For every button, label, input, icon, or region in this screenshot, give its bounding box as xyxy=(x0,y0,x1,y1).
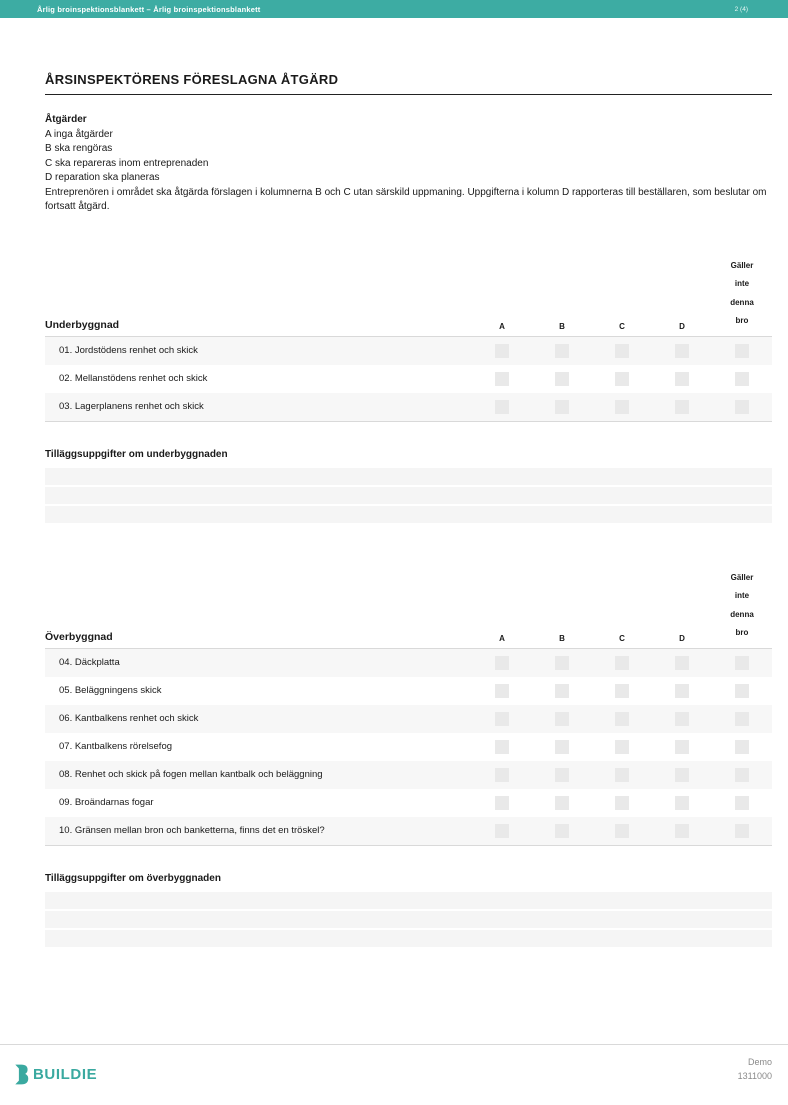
row-label: 09. Broändarnas fogar xyxy=(59,797,154,808)
row-label: 04. Däckplatta xyxy=(59,657,120,668)
checkbox-d[interactable] xyxy=(675,768,689,782)
checkbox-a[interactable] xyxy=(495,768,509,782)
checkbox-d[interactable] xyxy=(675,372,689,386)
checkbox-not-applicable[interactable] xyxy=(735,344,749,358)
atgarder-note: Entreprenören i området ska åtgärda förslagen i kolumnerna B och C utan särskild uppmaning. Uppgifterna i kolumn D rapporteras till beställaren, som beslutar om fortsatt åtgärd. xyxy=(45,186,767,212)
row-label: 06. Kantbalkens renhet och skick xyxy=(59,713,199,724)
page-footer xyxy=(0,1044,788,1085)
checkbox-d[interactable] xyxy=(675,796,689,810)
column-header-c: C xyxy=(619,633,625,643)
checkbox-a[interactable] xyxy=(495,400,509,414)
checkbox-d[interactable] xyxy=(675,400,689,414)
table-body-overbyggnad xyxy=(45,649,772,846)
column-header-b: B xyxy=(559,633,565,643)
table-row xyxy=(45,677,772,705)
checkbox-c[interactable] xyxy=(615,796,629,810)
extra-info-input-line[interactable] xyxy=(45,468,772,485)
checkbox-b[interactable] xyxy=(555,796,569,810)
row-label: 03. Lagerplanens renhet och skick xyxy=(59,401,204,412)
checkbox-a[interactable] xyxy=(495,344,509,358)
table-row xyxy=(45,761,772,789)
checkbox-c[interactable] xyxy=(615,740,629,754)
checkbox-not-applicable[interactable] xyxy=(735,712,749,726)
footer-meta xyxy=(738,1056,772,1083)
checkbox-not-applicable[interactable] xyxy=(735,684,749,698)
checkbox-a[interactable] xyxy=(495,372,509,386)
checkbox-a[interactable] xyxy=(495,824,509,838)
checkbox-c[interactable] xyxy=(615,824,629,838)
section-title: ÅRSINSPEKTÖRENS FÖRESLAGNA ÅTGÄRD xyxy=(45,72,772,95)
extra-info-input-line[interactable] xyxy=(45,930,772,947)
checkbox-c[interactable] xyxy=(615,684,629,698)
checkbox-d[interactable] xyxy=(675,656,689,670)
row-label: 05. Beläggningens skick xyxy=(59,685,162,696)
extra-info-input-line[interactable] xyxy=(45,506,772,523)
atgarder-option-c: C ska repareras inom entreprenaden xyxy=(45,157,209,169)
checkbox-c[interactable] xyxy=(615,768,629,782)
extra-info-input-line[interactable] xyxy=(45,892,772,909)
checkbox-a[interactable] xyxy=(495,656,509,670)
checkbox-a[interactable] xyxy=(495,740,509,754)
column-header-b: B xyxy=(559,321,565,331)
checkbox-d[interactable] xyxy=(675,824,689,838)
checkbox-c[interactable] xyxy=(615,344,629,358)
checkbox-a[interactable] xyxy=(495,712,509,726)
checkbox-c[interactable] xyxy=(615,400,629,414)
checkbox-not-applicable[interactable] xyxy=(735,824,749,838)
row-label: 02. Mellanstödens renhet och skick xyxy=(59,373,208,384)
atgarder-heading: Åtgärder xyxy=(45,114,87,125)
footer-document-number: 1311000 xyxy=(737,1070,772,1081)
extra-info-underbyggnad xyxy=(45,449,772,523)
page-number: 2 (4) xyxy=(734,5,748,13)
column-header-d: D xyxy=(679,633,685,643)
row-label: 01. Jordstödens renhet och skick xyxy=(59,345,198,356)
checkbox-not-applicable[interactable] xyxy=(735,740,749,754)
row-label: 10. Gränsen mellan bron och banketterna, finns det en tröskel? xyxy=(59,825,325,836)
checkbox-b[interactable] xyxy=(555,712,569,726)
checkbox-c[interactable] xyxy=(615,712,629,726)
checkbox-d[interactable] xyxy=(675,712,689,726)
checkbox-b[interactable] xyxy=(555,740,569,754)
column-header-d: D xyxy=(679,321,685,331)
document-title: Årlig broinspektionsblankett – Årlig broinspektionsblankett xyxy=(37,4,261,14)
atgarder-option-b: B ska rengöras xyxy=(45,143,113,154)
checkbox-b[interactable] xyxy=(555,344,569,358)
extra-info-input-line[interactable] xyxy=(45,911,772,928)
table-row xyxy=(45,705,772,733)
column-header-not-applicable: Gäller inte denna bro xyxy=(730,572,754,637)
table-body-underbyggnad xyxy=(45,337,772,422)
checkbox-b[interactable] xyxy=(555,372,569,386)
table-row xyxy=(45,817,772,845)
table-header-underbyggnad xyxy=(45,257,772,337)
checkbox-c[interactable] xyxy=(615,372,629,386)
checkbox-b[interactable] xyxy=(555,400,569,414)
buildie-logo xyxy=(12,1064,97,1085)
buildie-logo-icon xyxy=(12,1064,29,1085)
atgarder-option-a: A inga åtgärder xyxy=(45,128,113,140)
checkbox-not-applicable[interactable] xyxy=(735,796,749,810)
column-header-not-applicable: Gäller inte denna bro xyxy=(730,260,754,325)
column-header-c: C xyxy=(619,321,625,331)
checkbox-d[interactable] xyxy=(675,684,689,698)
atgarder-block xyxy=(45,113,772,215)
table-row xyxy=(45,393,772,421)
checkbox-a[interactable] xyxy=(495,796,509,810)
table-row xyxy=(45,649,772,677)
checkbox-not-applicable[interactable] xyxy=(735,656,749,670)
checkbox-b[interactable] xyxy=(555,768,569,782)
checkbox-d[interactable] xyxy=(675,344,689,358)
table-title: Överbyggnad xyxy=(45,630,113,643)
column-header-a: A xyxy=(499,633,505,643)
table-title: Underbyggnad xyxy=(45,318,120,331)
row-label: 08. Renhet och skick på fogen mellan kantbalk och beläggning xyxy=(59,769,323,780)
row-label: 07. Kantbalkens rörelsefog xyxy=(59,741,173,752)
buildie-logo-text: BUILDIE xyxy=(33,1066,98,1083)
checkbox-d[interactable] xyxy=(675,740,689,754)
atgarder-option-d: D reparation ska planeras xyxy=(45,172,160,183)
checkbox-not-applicable[interactable] xyxy=(735,768,749,782)
table-row xyxy=(45,337,772,365)
table-row xyxy=(45,733,772,761)
extra-info-heading: Tilläggsuppgifter om överbyggnaden xyxy=(45,872,221,884)
top-header-bar xyxy=(0,0,788,18)
table-row xyxy=(45,789,772,817)
extra-info-heading: Tilläggsuppgifter om underbyggnaden xyxy=(45,448,228,460)
column-header-a: A xyxy=(499,321,505,331)
checkbox-b[interactable] xyxy=(555,824,569,838)
footer-demo-label: Demo xyxy=(747,1057,772,1067)
checkbox-a[interactable] xyxy=(495,684,509,698)
table-header-overbyggnad xyxy=(45,569,772,649)
table-row xyxy=(45,365,772,393)
extra-info-overbyggnad xyxy=(45,873,772,947)
extra-info-input-line[interactable] xyxy=(45,487,772,504)
checkbox-not-applicable[interactable] xyxy=(735,372,749,386)
page-content xyxy=(45,72,772,947)
checkbox-c[interactable] xyxy=(615,656,629,670)
checkbox-b[interactable] xyxy=(555,684,569,698)
checkbox-not-applicable[interactable] xyxy=(735,400,749,414)
checkbox-b[interactable] xyxy=(555,656,569,670)
